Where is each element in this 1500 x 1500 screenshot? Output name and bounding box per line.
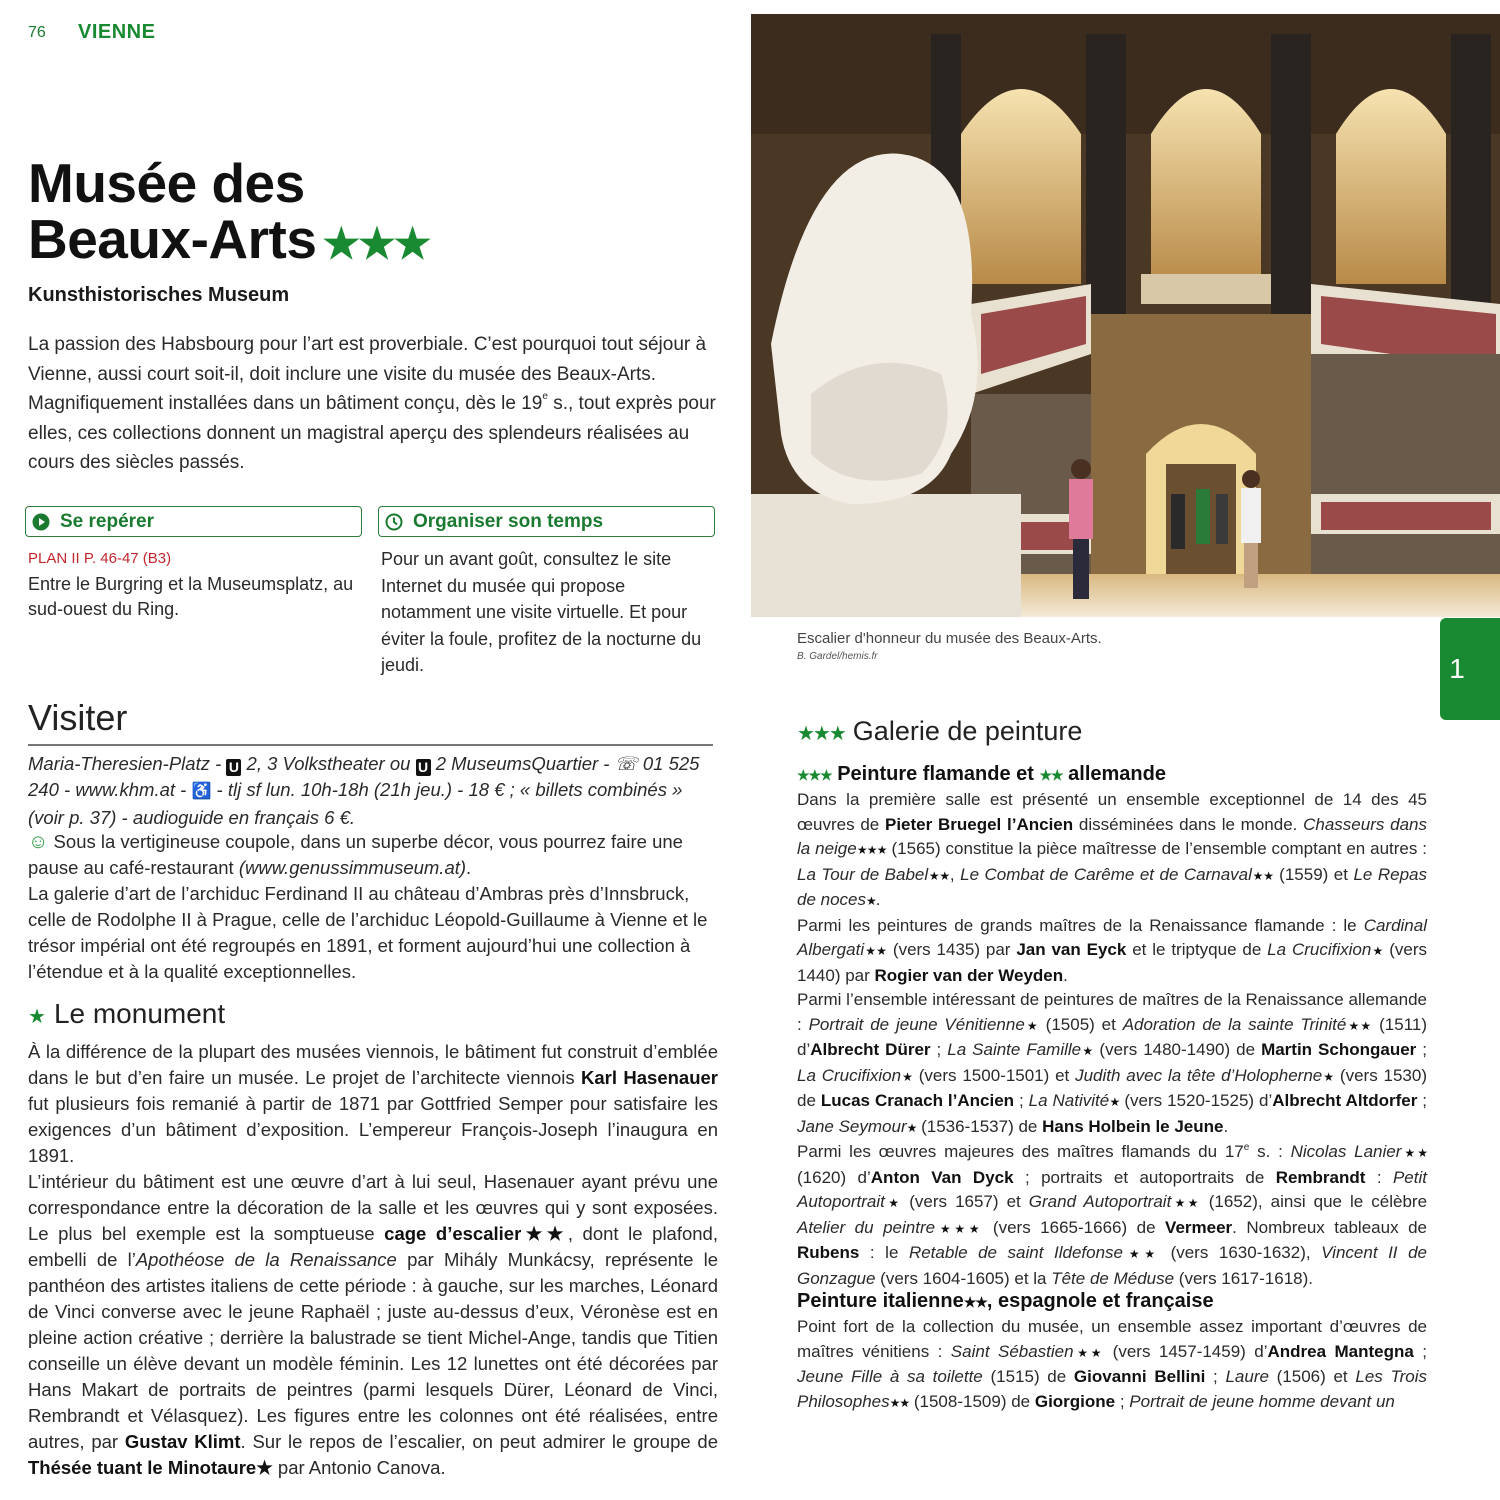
star-rating-icon: ★★ [889, 1395, 910, 1410]
star-icon: ★ [28, 1006, 46, 1028]
text: (vers 1604-1605) et la [875, 1268, 1052, 1288]
wheelchair-icon: ♿ [191, 783, 212, 800]
cafe-text: Sous la vertigineuse coupole, dans un superbe décor, vous pourrez faire une pause au café-restaurant [28, 831, 683, 878]
text: (vers 1617-1618). [1174, 1268, 1313, 1288]
artwork-title: Jane Seymour [797, 1116, 907, 1136]
artist-name: Rogier van der Weyden [874, 965, 1064, 985]
artwork-title: Atelier du peintre [797, 1217, 936, 1237]
visiter-text [28, 829, 718, 985]
subsection-title-flamande [797, 763, 1166, 786]
text: fut plusieurs fois remanié à partir de 1871 par Gottfried Semper pour satisfaire les exigences d’un bâtiment d’exposition. L’empereur François-Joseph l’inaugura en 1891. [28, 1093, 718, 1166]
section-title-galerie [797, 716, 1082, 747]
section-divider [28, 744, 713, 746]
star-rating-icon: ★ [1109, 1095, 1120, 1109]
artist-name: Rubens [797, 1243, 860, 1262]
artwork-title: La Tour de Babel [797, 864, 929, 884]
text: : [1365, 1167, 1393, 1187]
star-rating-icon: ★★ [928, 868, 950, 883]
artwork-title: Jeune Fille à sa toilette [797, 1367, 983, 1386]
galerie-title-text: Galerie de peinture [852, 716, 1083, 746]
subtitle: Kunsthistorisches Museum [28, 284, 290, 306]
text: (1508-1509) de [909, 1391, 1035, 1411]
organiser-header [378, 506, 715, 537]
artwork-title: Adoration de la sainte Trinité [1122, 1014, 1347, 1034]
rating-stars-icon: ★★★ [797, 723, 845, 745]
text: , [949, 864, 961, 884]
title-text: Peinture italienne [797, 1290, 964, 1312]
artwork-title: Nicolas Lanier [1290, 1142, 1402, 1161]
title-line-2-text: Beaux-Arts [28, 208, 317, 270]
superscript: e [542, 391, 548, 402]
rating-stars-icon: ★★★ [797, 767, 832, 783]
title-text: Peinture flamande et [831, 763, 1040, 785]
artist-name: Albrecht Altdorfer [1272, 1091, 1418, 1110]
superscript: e [1243, 1142, 1250, 1153]
text: (vers 1500-1501) et [912, 1065, 1076, 1085]
text: : le [859, 1243, 909, 1262]
text: et le triptyque de [1126, 940, 1268, 959]
artist-name: Andrea Mantegna [1267, 1341, 1414, 1361]
artwork-title: Le Combat de Carême et de Carnaval [960, 864, 1252, 884]
metro-u-icon: U [416, 759, 431, 776]
se-reperer-title: Se repérer [60, 510, 155, 532]
text: . [875, 890, 881, 909]
artwork-title: La Crucifixion [797, 1065, 902, 1085]
artwork-title: Laure [1225, 1367, 1269, 1386]
text: Parmi l’ensemble intéressant de peintures de maîtres de la Renaissance allemande : [797, 990, 1427, 1034]
intro-paragraph [28, 330, 718, 478]
text: (vers 1630-1632), [1160, 1243, 1322, 1262]
phone-icon: ☏ [614, 753, 638, 774]
text: . Sur le repos de l’escalier, on peut admirer le groupe de [240, 1431, 719, 1452]
artist-name: Albrecht Dürer [810, 1040, 931, 1059]
chapter-tab[interactable]: 1 [1440, 618, 1500, 720]
text: Dans la première salle est présenté un ensemble exceptionnel de 14 des 45 œuvres de [797, 790, 1427, 834]
star-rating-icon: ★★ [1251, 868, 1274, 883]
metro-line-1: 2, 3 Volkstheater ou [241, 753, 416, 774]
star-rating-icon: ★★ [864, 944, 888, 958]
clock-icon [385, 513, 403, 531]
text: (1559) et [1273, 864, 1354, 884]
star-rating-icon: ★★★ [935, 1221, 984, 1236]
text: (1515) de [982, 1367, 1074, 1386]
highlight-sculpture: Thésée tuant le Minotaure★ [28, 1457, 273, 1478]
plan-reference-link[interactable]: PLAN II P. 46-47 (B3) [28, 550, 172, 567]
organiser-title: Organiser son temps [413, 510, 604, 532]
artwork-title: Tête de Méduse [1051, 1268, 1175, 1288]
star-rating-icon: ★★ [1171, 1196, 1201, 1210]
text: (vers 1520-1525) d’ [1119, 1091, 1273, 1110]
artist-name: Giovanni Bellini [1073, 1367, 1206, 1386]
star-rating-icon: ★ [1081, 1044, 1094, 1058]
star-rating-icon: ★ [1371, 944, 1384, 958]
star-rating-icon: ★★ [1346, 1018, 1373, 1033]
artist-name: Jan van Eyck [1016, 940, 1127, 959]
flamande-text [797, 788, 1427, 1291]
artist-name: Gustav Klimt [124, 1431, 241, 1452]
artwork-title: Vincent II de Gonzague [797, 1243, 1427, 1288]
text: (vers 1665-1666) de [983, 1217, 1166, 1237]
artwork-title: Judith avec la tête d’Holopherne [1075, 1065, 1323, 1085]
artwork-title: Grand Autoportrait [1028, 1192, 1172, 1211]
artist-name: Pieter Bruegel l’Ancien [885, 814, 1074, 834]
artist-name: Giorgione [1034, 1391, 1116, 1411]
text: ; [1115, 1391, 1130, 1411]
artwork-title: Retable de saint Ildefonse [908, 1243, 1124, 1262]
page-number: 76 [28, 24, 46, 41]
text: ; [1417, 1091, 1428, 1110]
text: (1506) et [1268, 1367, 1356, 1386]
highlight-staircase: cage d’escalier★★ [384, 1223, 568, 1244]
artwork-title: Les Trois Philosophes [797, 1367, 1427, 1411]
text: disséminées dans le monde. [1073, 814, 1304, 834]
cafe-website-link[interactable]: (www.genussimmuseum.at) [238, 857, 467, 878]
text: (1652), ainsi que le célèbre [1200, 1192, 1428, 1211]
cafe-icon: ☺ [28, 831, 49, 853]
artwork-title: Le Repas de noces [797, 864, 1427, 909]
text: (vers 1657) et [901, 1192, 1029, 1211]
punctuation: . [466, 857, 472, 878]
history-paragraph: La galerie d’art de l’archiduc Ferdinand II au château d’Ambras près d’Innsbruck, celle de Rodolphe II à Prague, celle de l’archiduc Léopold-Guillaume à Vienne et le trésor impérial ont été regroupés en 1891, et forment aujourd’hui une collection à l’étendue et à la qualité exceptionnelles. [28, 883, 708, 982]
running-head: VIENNE [78, 21, 156, 43]
star-rating-icon: ★★★ [856, 843, 887, 857]
text: Parmi les œuvres majeures des maîtres flamands du 17 [797, 1142, 1244, 1161]
architect-name: Karl Hasenauer [581, 1067, 718, 1088]
metro-line-2: 2 MuseumsQuartier - [430, 753, 615, 774]
text: par Mihály Munkácsy, représente le panthéon des artistes italiens de cette période : à gauche, sur les marches, Léonard de Vinci converse avec le jeune Raphaël ; juste au-dessus d’eux, Véronèse est en pleine action créative ; derrière la balustrade se tient Michel-Ange, tandis que Titien conseille un élève devant un modèle féminin. Les 12 lunettes ont été décorées par Hans Makart de portraits de peintres (parmi lesquels Dürer, Léonard de Vinci, Rembrandt et Vélasquez). Les figures entre les colonnes ont été réalisées, entre autres, par [28, 1249, 718, 1452]
photo-caption: Escalier d'honneur du musée des Beaux-Arts. [797, 630, 1102, 647]
website-link[interactable]: www.khm.at [75, 779, 176, 800]
title-text: , espagnole et française [986, 1290, 1214, 1312]
play-circle-icon [32, 513, 50, 531]
text: (vers 1480-1490) de [1093, 1040, 1262, 1059]
artwork-title: Saint Sébastien [950, 1341, 1074, 1361]
artist-name: Martin Schongauer [1261, 1040, 1417, 1059]
se-reperer-header [25, 506, 362, 537]
rating-stars-icon: ★★ [1039, 767, 1063, 783]
title-text: allemande [1062, 763, 1166, 785]
text: . [1223, 1116, 1229, 1136]
text: (1536-1537) de [916, 1116, 1043, 1136]
opening-hours: - tlj sf lun. 10h-18h (21h jeu.) - 18 € ; « billets combinés » (voir p. 37) - audioguide en français 6 €. [28, 779, 683, 828]
section-title-visiter: Visiter [28, 697, 128, 738]
text: (1505) et [1038, 1014, 1123, 1034]
artwork-title: Cardinal Albergati [797, 915, 1427, 959]
star-rating-icon: ★ [1322, 1069, 1335, 1084]
artwork-title: Portrait de jeune homme devant un [1129, 1391, 1395, 1411]
subsection-title-italienne [797, 1290, 1214, 1313]
intro-text-end: s., tout exprès pour elles, ces collections donnent un magistral aperçu des splendeurs réalisées au cours des siècles passés. [28, 393, 716, 473]
text: (1565) constitue la pièce maîtresse de l’ensemble comptant en autres : [886, 839, 1427, 858]
star-rating-icon: ★ [906, 1120, 917, 1135]
artist-name: Lucas Cranach l’Ancien [820, 1091, 1015, 1110]
text: ; [1416, 1040, 1428, 1059]
text: ; [1205, 1367, 1226, 1386]
artwork-title: Portrait de jeune Vénitienne [808, 1014, 1025, 1034]
text: s. : [1249, 1142, 1291, 1161]
artist-name: Rembrandt [1275, 1167, 1366, 1187]
text: (vers 1440) par [797, 940, 1427, 985]
text: (vers 1435) par [887, 940, 1017, 959]
text: . Nombreux tableaux de [1232, 1217, 1427, 1237]
text: (1620) d’ [797, 1167, 871, 1187]
text: Parmi les peintures de grands maîtres de la Renaissance flamande : le [797, 915, 1364, 935]
text: Point fort de la collection du musée, un ensemble assez important d’œuvres de maîtres vénitiens : [797, 1317, 1427, 1361]
text: . [1063, 965, 1068, 985]
artwork-title: La Nativité [1028, 1091, 1110, 1110]
monument-paragraph-2 [28, 1169, 718, 1481]
monument-text [28, 1039, 718, 1481]
star-rating-icon: ★ [1024, 1018, 1039, 1033]
monument-title-text: Le monument [53, 998, 226, 1029]
rating-stars-icon: ★★★ [322, 220, 430, 267]
artist-name: Vermeer [1165, 1217, 1233, 1237]
star-rating-icon: ★ [884, 1196, 902, 1210]
text: (vers 1457-1459) d’ [1104, 1341, 1268, 1361]
separator: - [175, 779, 192, 800]
artwork-title: La Crucifixion [1267, 940, 1372, 959]
title-line-1: Musée des [28, 152, 305, 214]
star-rating-icon: ★ [901, 1069, 913, 1084]
monument-paragraph-1 [28, 1039, 718, 1169]
se-reperer-text: Entre le Burgring et la Museumsplatz, au sud-ouest du Ring. [28, 574, 354, 619]
rating-stars-icon: ★★ [963, 1294, 987, 1310]
page-title [28, 152, 430, 272]
text: ; [930, 1040, 948, 1059]
text: , dont le plafond, embelli de l’ [28, 1223, 718, 1270]
star-rating-icon: ★★ [1073, 1345, 1105, 1360]
italienne-text [797, 1315, 1427, 1415]
text: ; [1014, 1091, 1029, 1110]
text: ; portraits et autoportraits de [1013, 1167, 1276, 1187]
star-rating-icon: ★ [866, 894, 876, 908]
practical-info [28, 751, 718, 831]
address: Maria-Theresien-Platz - [28, 753, 227, 774]
title-line-2 [28, 208, 430, 272]
text: L’intérieur du bâtiment est une œuvre d’art à lui seul, Hasenauer ayant prévu une correspondance entre la décoration de la salle et les œuvres qui y sont exposées. Le plus bel exemple est la somptueuse [28, 1171, 718, 1244]
artist-name: Hans Holbein le Jeune [1042, 1116, 1224, 1136]
metro-u-icon: U [226, 759, 241, 776]
photo-credit: B. Gardel/hemis.fr [797, 651, 878, 662]
artwork-title: Petit Autoportrait [797, 1167, 1427, 1211]
artwork-title: Apothéose de la Renaissance [135, 1249, 397, 1270]
artwork-title: Chasseurs dans la neige [797, 814, 1427, 858]
text: (1511) d’ [797, 1014, 1428, 1059]
intro-text: La passion des Habsbourg pour l’art est proverbiale. C’est pourquoi tout séjour à Vienne, aussi court soit-il, doit inclure une visite du musée des Beaux-Arts. Magnifiquement installées dans un bâtiment conçu, dès le 19 [28, 334, 707, 414]
artist-name: Anton Van Dyck [870, 1167, 1014, 1187]
museum-staircase-photo [751, 14, 1500, 617]
organiser-text: Pour un avant goût, consultez le site Internet du musée qui propose notamment une visite virtuelle. Et pour éviter la foule, profitez de la nocturne du jeudi. [381, 549, 702, 675]
text: ; [1413, 1341, 1427, 1361]
text: (vers 1530) de [797, 1065, 1427, 1110]
text: par Antonio Canova. [272, 1457, 446, 1478]
artwork-title: La Sainte Famille [947, 1040, 1082, 1059]
star-rating-icon: ★★ [1401, 1146, 1427, 1160]
section-title-monument [28, 998, 225, 1030]
photo-illustration [751, 14, 1500, 617]
text: À la différence de la plupart des musées viennois, le bâtiment fut construit d’emblée dans le but d’en faire un musée. Le projet de l’architecte viennois [28, 1041, 718, 1088]
star-rating-icon: ★★ [1123, 1247, 1161, 1261]
phone-number: 01 525 240 - [28, 753, 700, 800]
